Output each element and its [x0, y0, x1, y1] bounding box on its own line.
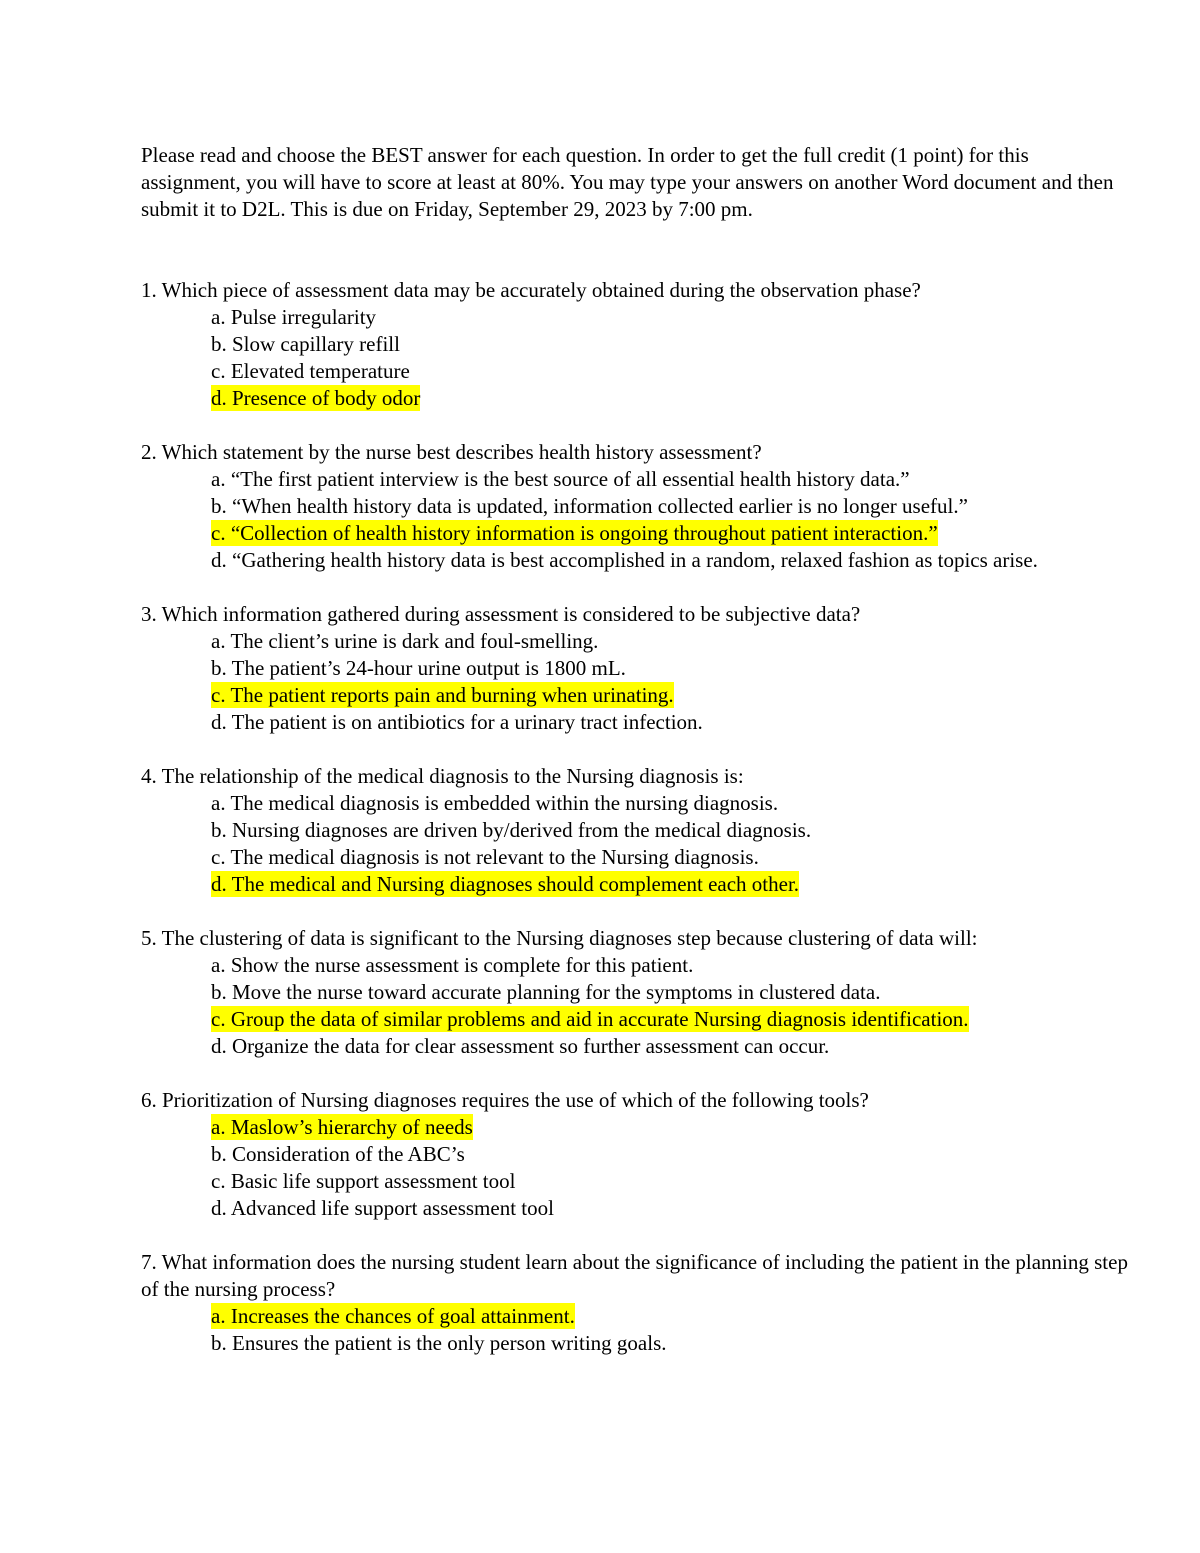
answer-option: [211, 979, 1141, 1006]
answer-option: [211, 358, 1141, 385]
answer-option-text: a. “The first patient interview is the best source of all essential health history data.”: [211, 467, 910, 491]
answer-option: [211, 628, 1141, 655]
answer-option-text: a. Show the nurse assessment is complete for this patient.: [211, 953, 694, 977]
answer-option: [211, 790, 1141, 817]
answer-option-text: c. The medical diagnosis is not relevant to the Nursing diagnosis.: [211, 845, 759, 869]
question-1: [141, 277, 1141, 412]
question-text: 4. The relationship of the medical diagnosis to the Nursing diagnosis is:: [141, 764, 744, 788]
answer-option-text: d. Presence of body odor: [211, 386, 421, 410]
answer-option: [211, 331, 1141, 358]
answer-option-highlighted: [211, 385, 1141, 412]
answer-options: [141, 790, 1141, 898]
instructions-paragraph: [141, 142, 1131, 223]
question-4: [141, 763, 1141, 898]
answer-option-highlighted: [211, 1303, 1141, 1330]
answer-option: [211, 547, 1141, 574]
answer-option: [211, 466, 1141, 493]
answer-option-text: a. Increases the chances of goal attainment.: [211, 1304, 575, 1328]
question-text: 3. Which information gathered during assessment is considered to be subjective data?: [141, 602, 861, 626]
answer-option-highlighted: [211, 1006, 1141, 1033]
answer-option: [211, 952, 1141, 979]
answer-option-text: b. Ensures the patient is the only person writing goals.: [211, 1331, 667, 1355]
question-text: 1. Which piece of assessment data may be accurately obtained during the observation phase?: [141, 278, 921, 302]
answer-option-highlighted: [211, 682, 1141, 709]
answer-option-text: b. Nursing diagnoses are driven by/derived from the medical diagnosis.: [211, 818, 812, 842]
answer-option: [211, 1033, 1141, 1060]
answer-options: [141, 952, 1141, 1060]
answer-option-text: a. The medical diagnosis is embedded within the nursing diagnosis.: [211, 791, 779, 815]
answer-option-text: d. Organize the data for clear assessment so further assessment can occur.: [211, 1034, 830, 1058]
answer-option-text: d. The patient is on antibiotics for a urinary tract infection.: [211, 710, 703, 734]
question-5: [141, 925, 1141, 1060]
question-text: 5. The clustering of data is significant to the Nursing diagnoses step because clustering of data will:: [141, 926, 978, 950]
answer-option-text: d. “Gathering health history data is best accomplished in a random, relaxed fashion as topics arise.: [211, 548, 1038, 572]
answer-option: [211, 1141, 1141, 1168]
answer-option: [211, 844, 1141, 871]
answer-option-text: b. Move the nurse toward accurate planning for the symptoms in clustered data.: [211, 980, 881, 1004]
answer-option-text: a. Maslow’s hierarchy of needs: [211, 1115, 473, 1139]
answer-options: [141, 628, 1141, 736]
answer-option-highlighted: [211, 1114, 1141, 1141]
answer-option-text: b. Consideration of the ABC’s: [211, 1142, 465, 1166]
answer-option-highlighted: [211, 520, 1141, 547]
question-2: [141, 439, 1141, 574]
question-7: [141, 1249, 1141, 1357]
question-6: [141, 1087, 1141, 1222]
question-3: [141, 601, 1141, 736]
answer-options: [141, 1114, 1141, 1222]
answer-option: [211, 304, 1141, 331]
answer-option: [211, 1195, 1141, 1222]
question-text: 2. Which statement by the nurse best describes health history assessment?: [141, 440, 762, 464]
answer-option-text: c. The patient reports pain and burning when urinating.: [211, 683, 674, 707]
answer-option-text: c. Group the data of similar problems and aid in accurate Nursing diagnosis identification.: [211, 1007, 969, 1031]
answer-option-text: b. “When health history data is updated, information collected earlier is no longer useful.”: [211, 494, 968, 518]
answer-option: [211, 817, 1141, 844]
answer-option-text: c. “Collection of health history information is ongoing throughout patient interaction.”: [211, 521, 938, 545]
answer-option-text: c. Elevated temperature: [211, 359, 410, 383]
answer-option: [211, 1330, 1141, 1357]
answer-options: [141, 1303, 1141, 1357]
answer-option: [211, 709, 1141, 736]
question-text: 6. Prioritization of Nursing diagnoses requires the use of which of the following tools?: [141, 1088, 869, 1112]
answer-option-text: b. The patient’s 24-hour urine output is 1800 mL.: [211, 656, 626, 680]
answer-option-text: d. The medical and Nursing diagnoses should complement each other.: [211, 872, 800, 896]
answer-option-highlighted: [211, 871, 1141, 898]
answer-option: [211, 1168, 1141, 1195]
answer-option-text: a. The client’s urine is dark and foul-smelling.: [211, 629, 599, 653]
answer-option-text: a. Pulse irregularity: [211, 305, 377, 329]
answer-option: [211, 493, 1141, 520]
answer-option-text: d. Advanced life support assessment tool: [211, 1196, 554, 1220]
answer-options: [141, 304, 1141, 412]
answer-option: [211, 655, 1141, 682]
answer-options: [141, 466, 1141, 574]
question-list: [141, 277, 1141, 1384]
instructions-text: Please read and choose the BEST answer for each question. In order to get the full credit (1 point) for this assignment, you will have to score at least at 80%. You may type your answers on another Word document and then submit it to D2L. This is due on Friday, September 29, 2023 by 7:00 pm.: [141, 143, 1114, 221]
question-text: 7. What information does the nursing student learn about the significance of including the patient in the planning step of the nursing process?: [141, 1250, 1128, 1301]
answer-option-text: c. Basic life support assessment tool: [211, 1169, 516, 1193]
answer-option-text: b. Slow capillary refill: [211, 332, 400, 356]
